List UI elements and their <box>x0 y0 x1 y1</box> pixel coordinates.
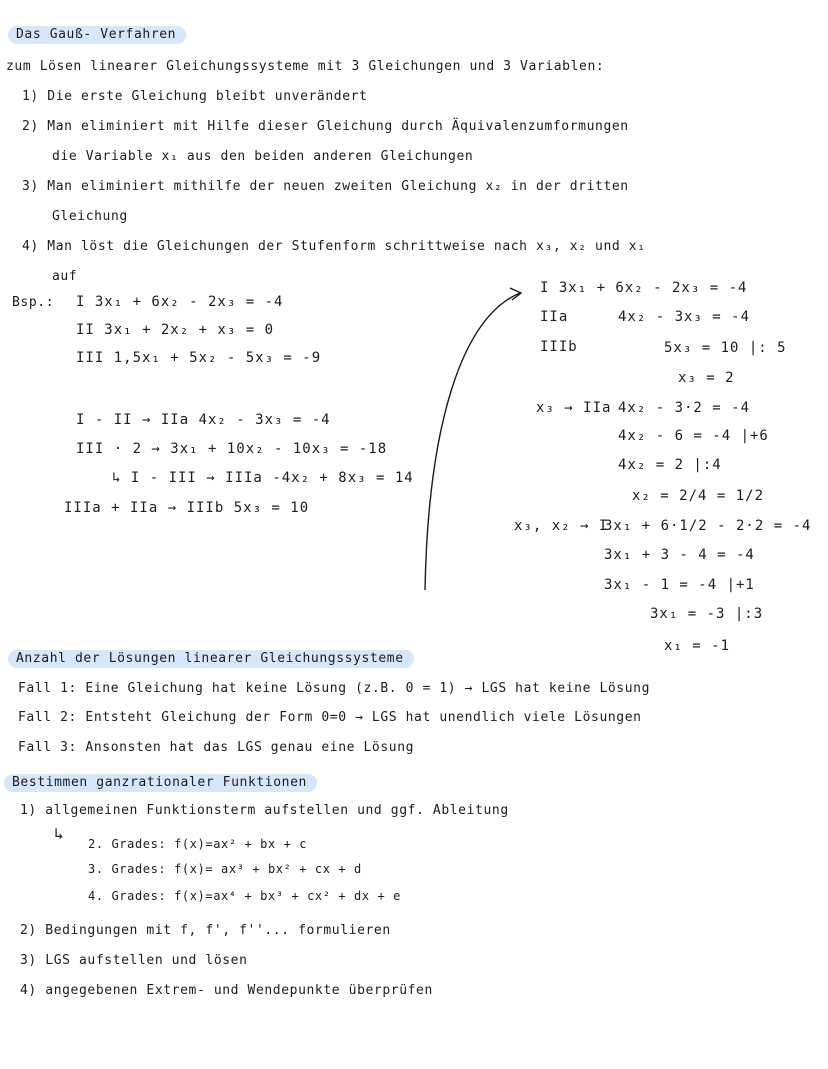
degree-2-term: 2. Grades: f(x)=ax² + bx + c <box>88 837 308 851</box>
stufenform-eq-1: I 3x₁ + 6x₂ - 2x₃ = -4 <box>540 280 748 296</box>
solve-x2-line-1: 4x₂ - 3·2 = -4 <box>618 400 751 416</box>
solve-x2-line-2: 4x₂ - 6 = -4 |+6 <box>618 428 769 444</box>
solve-x1-line-3: 3x₁ - 1 = -4 |+1 <box>604 577 755 593</box>
solution-case-3: Fall 3: Ansonsten hat das LGS genau eine Lösung <box>18 740 415 755</box>
substitute-x3-x2-label: x₃, x₂ → I <box>514 518 609 534</box>
functions-step-2: 2) Bedingungen mit f, f', f''... formulieren <box>20 923 391 938</box>
solution-case-2: Fall 2: Entsteht Gleichung der Form 0=0 → LGS hat unendlich viele Lösungen <box>18 710 642 725</box>
x3-result: x₃ = 2 <box>678 370 735 386</box>
elimination-op-3: ↳ I - III → IIIa -4x₂ + 8x₃ = 14 <box>112 470 414 486</box>
stufenform-label-iiib: IIIb <box>540 339 578 355</box>
gauss-step-4: 4) Man löst die Gleichungen der Stufenform schrittweise nach x₃, x₂ und x₁ <box>22 239 646 254</box>
functions-step-4: 4) angegebenen Extrem- und Wendepunkte überprüfen <box>20 983 433 998</box>
degree-4-term: 4. Grades: f(x)=ax⁴ + bx³ + cx² + dx + e <box>88 889 401 903</box>
elimination-op-1: I - II → IIa 4x₂ - 3x₃ = -4 <box>76 412 331 428</box>
stufenform-eq-2: 4x₂ - 3x₃ = -4 <box>618 309 751 325</box>
gauss-step-2: 2) Man eliminiert mit Hilfe dieser Gleichung durch Äquivalenzumformungen <box>22 119 629 134</box>
solve-x2-line-3: 4x₂ = 2 |:4 <box>618 457 722 473</box>
gauss-step-3: 3) Man eliminiert mithilfe der neuen zweiten Gleichung x₂ in der dritten <box>22 179 629 194</box>
functions-step-3: 3) LGS aufstellen und lösen <box>20 953 248 968</box>
functions-step-1: 1) allgemeinen Funktionsterm aufstellen und ggf. Ableitung <box>20 803 509 818</box>
gauss-step-1: 1) Die erste Gleichung bleibt unverändert <box>22 89 368 104</box>
solve-x1-line-2: 3x₁ + 3 - 4 = -4 <box>604 547 755 563</box>
solve-x1-line-4: 3x₁ = -3 |:3 <box>650 606 764 622</box>
section-title-solutions: Anzahl der Lösungen linearer Gleichungssysteme <box>8 650 414 668</box>
substitute-x3-label: x₃ → IIa <box>536 400 612 416</box>
system-eq-1: I 3x₁ + 6x₂ - 2x₃ = -4 <box>76 294 284 310</box>
gauss-step-4-cont: auf <box>52 269 78 284</box>
degree-3-term: 3. Grades: f(x)= ax³ + bx² + cx + d <box>88 862 362 876</box>
section-title-gauss: Das Gauß- Verfahren <box>8 26 186 44</box>
gauss-intro: zum Lösen linearer Gleichungssysteme mit 3 Gleichungen und 3 Variablen: <box>6 59 605 74</box>
system-eq-2: II 3x₁ + 2x₂ + x₃ = 0 <box>76 322 275 338</box>
elimination-op-4: IIIa + IIa → IIIb 5x₃ = 10 <box>64 500 310 516</box>
x2-result: x₂ = 2/4 = 1/2 <box>632 488 765 504</box>
gauss-step-3-cont: Gleichung <box>52 209 128 224</box>
system-eq-3: III 1,5x₁ + 5x₂ - 5x₃ = -9 <box>76 350 322 366</box>
stufenform-label-iia: IIa <box>540 309 569 325</box>
solve-x1-line-1: 3x₁ + 6·1/2 - 2·2 = -4 <box>604 518 812 534</box>
section-title-functions: Bestimmen ganzrationaler Funktionen <box>4 774 317 792</box>
elimination-op-2: III · 2 → 3x₁ + 10x₂ - 10x₃ = -18 <box>76 441 388 457</box>
x1-result: x₁ = -1 <box>664 638 731 654</box>
stufenform-eq-3: 5x₃ = 10 |: 5 <box>664 340 787 356</box>
return-arrow-icon: ↳ <box>54 824 65 843</box>
solution-case-1: Fall 1: Eine Gleichung hat keine Lösung (z.B. 0 = 1) → LGS hat keine Lösung <box>18 681 650 696</box>
example-label: Bsp.: <box>12 295 55 310</box>
gauss-step-2-cont: die Variable x₁ aus den beiden anderen Gleichungen <box>52 149 474 164</box>
